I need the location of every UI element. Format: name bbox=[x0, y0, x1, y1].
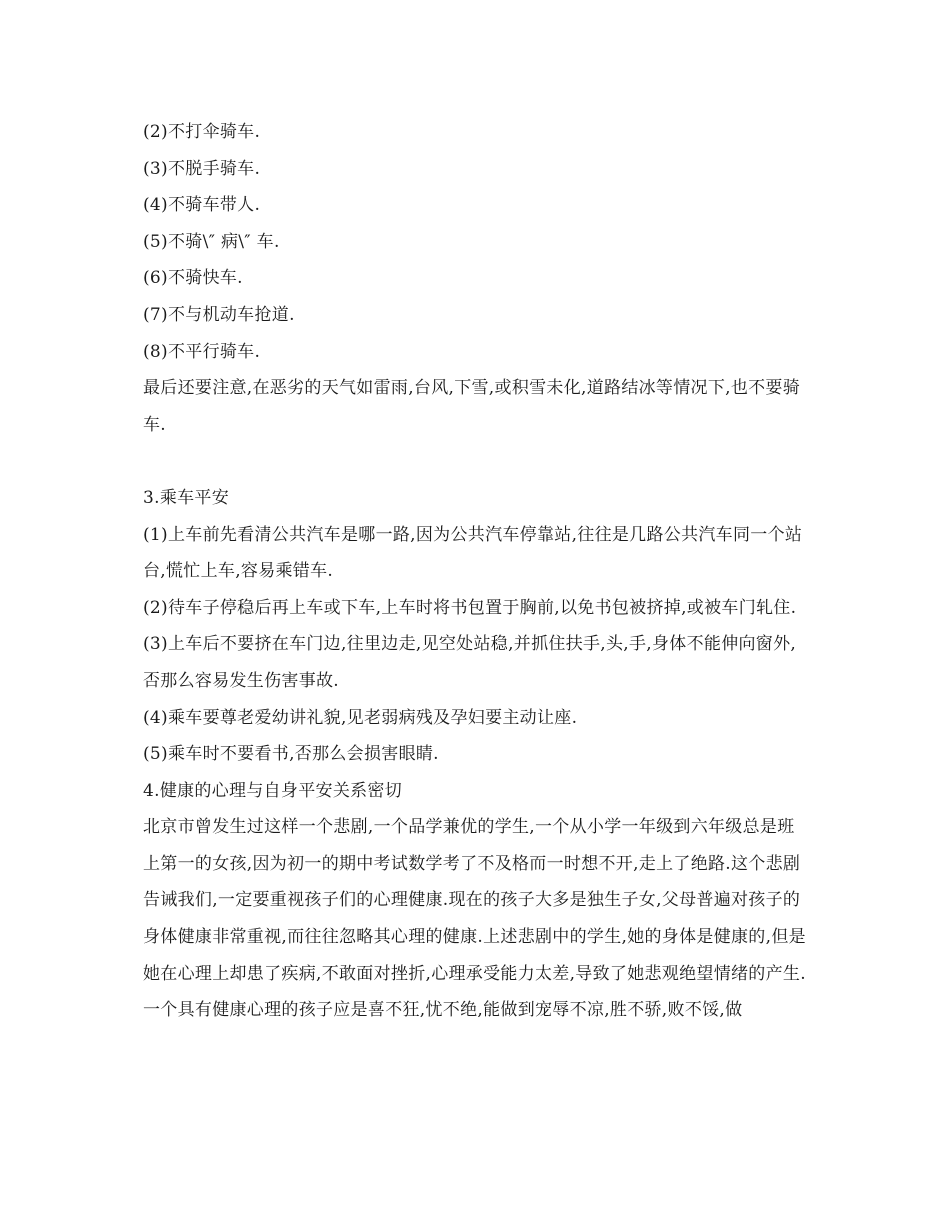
bike-rule-6: (6)不骑快车. bbox=[143, 268, 243, 289]
mental-story-paragraph: 北京市曾发生过这样一个悲剧,一个品学兼优的学生,一个从小学一年级到六年级总是班上第一的女孩,因为初一的期中考试数学考了不及格而一时想不开,走上了绝路.这个悲剧告诫我们,一定要重视孩子们的心理健康.现在的孩子大多是独生子女,父母普遍对孩子的身体健康非常重视,而往往忽略其心理的健康.上述悲剧中的学生,她的身体是健康的,但是她在心理上却患了疾病,不敢面对挫折,心理承受能力太差,导致了她悲观绝望情绪的产生. bbox=[143, 817, 806, 984]
bike-rule-7: (7)不与机动车抢道. bbox=[143, 304, 295, 325]
bike-rule-3: (3)不脱手骑车. bbox=[143, 158, 261, 179]
bike-rule-5: (5)不骑\″ 病\″ 车. bbox=[143, 231, 280, 252]
section-heading-ride: 3.乘车平安 bbox=[143, 487, 230, 508]
ride-item-5: (5)乘车时不要看书,否那么会损害眼睛. bbox=[143, 744, 439, 765]
ride-item-2: (2)待车子停稳后再上车或下车,上车时将书包置于胸前,以免书包被挤掉,或被车门轧住. bbox=[143, 597, 797, 618]
ride-item-1: (1)上车前先看清公共汽车是哪一路,因为公共汽车停靠站,往往是几路公共汽车同一个站台,慌忙上车,容易乘错车. bbox=[143, 524, 803, 582]
ride-item-3: (3)上车后不要挤在车门边,往里边走,见空处站稳,并抓住扶手,头,手,身体不能伸向窗外,否那么容易发生伤害事故. bbox=[143, 634, 797, 691]
document-body bbox=[143, 114, 808, 1029]
bike-rule-4: (4)不骑车带人. bbox=[143, 195, 261, 216]
bike-closing-paragraph: 最后还要注意,在恶劣的天气如雷雨,台风,下雪,或积雪未化,道路结冰等情况下,也不要骑车. bbox=[143, 378, 801, 435]
blank-line bbox=[143, 443, 808, 480]
ride-item-4: (4)乘车要尊老爱幼讲礼貌,见老弱病残及孕妇要主动让座. bbox=[143, 707, 578, 728]
bike-rule-8: (8)不平行骑车. bbox=[143, 341, 261, 362]
section-heading-mental: 4.健康的心理与自身平安关系密切 bbox=[143, 780, 403, 801]
mental-last-paragraph: 一个具有健康心理的孩子应是喜不狂,忧不绝,能做到宠辱不凉,胜不骄,败不馁,做 bbox=[143, 1000, 743, 1021]
bike-rule-2: (2)不打伞骑车. bbox=[143, 122, 261, 142]
